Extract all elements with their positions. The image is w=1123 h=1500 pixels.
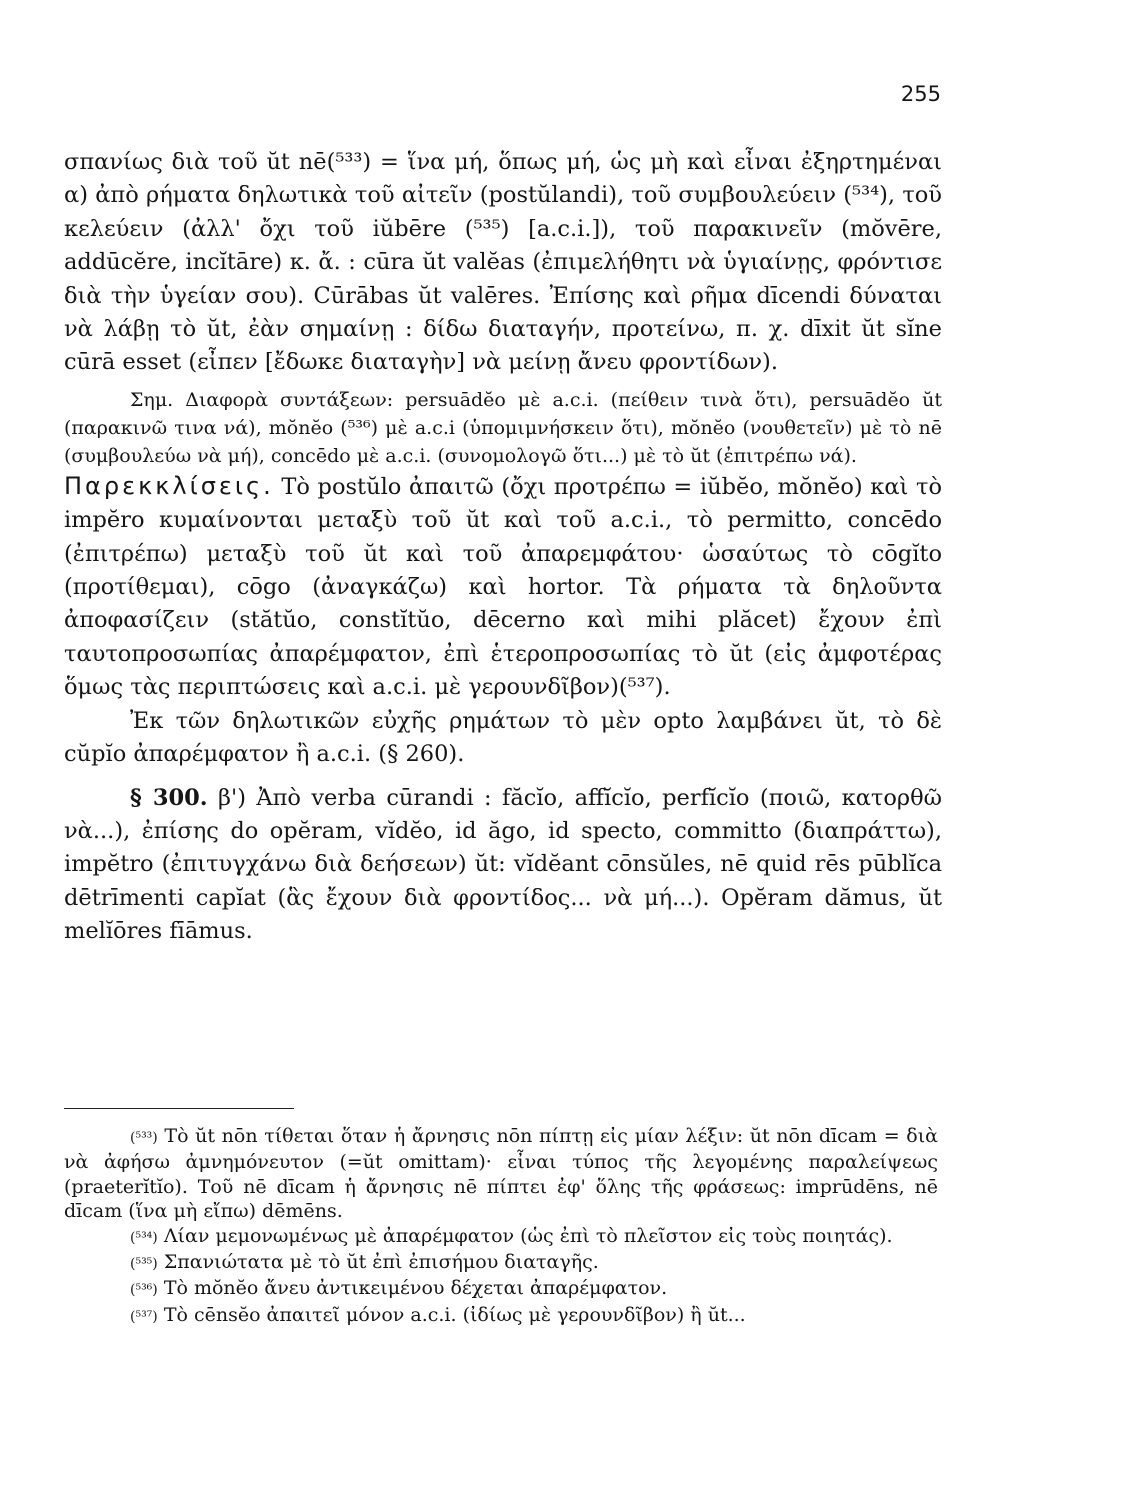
- footnote-text: Τὸ ŭt nōn τίθεται ὅταν ἡ ἄρνησις nōn πίπτῃ εἰς μίαν λέξιν: ŭt nōn dīcam = διὰ νὰ ἀφήσω ἀμνημόνευτον (=ŭt omittam)· εἶναι τύπος τῆς λεγομένης παραλείψεως (praeterĭtĭo). Τοῦ nē dīcam ἡ ἄρνησις nē πίπτει ἐφ' ὅλης τῆς φράσεως: imprūdēns, nē dīcam (ἵνα μὴ εἴπω) dēmēns.: [64, 1125, 938, 1223]
- footnote-mark: (⁵³⁴): [130, 1229, 158, 1246]
- footnote-mark: (⁵³⁵): [130, 1256, 158, 1273]
- footnote-text: Τὸ mŏnĕo ἄνευ ἀντικειμένου δέχεται ἀπαρέμφατον.: [163, 1277, 668, 1300]
- section-heading: Παρεκκλίσεις.: [64, 471, 274, 500]
- page-number: 255: [900, 82, 941, 106]
- section-number: § 300.: [130, 784, 208, 811]
- footnote-text: Τὸ cēnsĕo ἀπαιτεῖ μόνον a.c.i. (ἰδίως μὲ γερουνδῖβον) ἢ ŭt...: [163, 1303, 746, 1326]
- footnote-mark: (⁵³⁶): [130, 1282, 158, 1299]
- paragraph-4-text: β') Ἀπὸ verba cūrandi : făcĭo, affĭcĭo, perfĭcĭo (ποιῶ, κατορθῶ νὰ...), ἐπίσης do opĕram, vĭdĕo, id ăgo, id specto, committo (διαπράττω), impĕtro (ἐπιτυγχάνω διὰ δεήσεων) ŭt: vĭdĕant cōnsŭles, nē quid rēs pūblĭca dētrīmenti capĭat (ἃς ἔχουν διὰ φροντίδος... νὰ μή...). Opĕram dămus, ŭt melĭōres fīāmus.: [64, 784, 943, 945]
- paragraph-2-text: Τὸ postŭlo ἀπαιτῶ (ὄχι προτρέπω = iŭbĕo, mŏnĕo) καὶ τὸ impĕro κυμαίνονται μεταξὺ τοῦ ŭt καὶ τοῦ a.c.i., τὸ permitto, concēdo (ἐπιτρέπω) μεταξὺ τοῦ ŭt καὶ τοῦ ἀπαρεμφάτου· ὡσαύτως τὸ cōgĭto (προτίθεμαι), cōgo (ἀναγκάζω) καὶ hortor. Τὰ ρήματα τὰ δηλοῦντα ἀποφασίζειν (stătŭo, constĭtŭo, dēcerno καὶ mihi plăcet) ἔχουν ἐπὶ ταυτοπροσωπίας ἀπαρέμφατον, ἐπὶ ἑτεροπροσωπίας τὸ ŭt (εἰς ἀμφοτέρας ὅμως τὰς περιπτώσεις καὶ a.c.i. μὲ γερουνδῖβον)(⁵³⁷).: [64, 473, 942, 701]
- footnote: [64, 1124, 938, 1224]
- footnote: [64, 1276, 938, 1302]
- note-paragraph: Σημ. Διαφορὰ συντάξεων: persuādĕo μὲ a.c.i. (πείθειν τινὰ ὅτι), persuādĕo ŭt (παρακινῶ τινα νά), mŏnĕo (⁵³⁶) μὲ a.c.i (ὑπομιμνήσκειν ὅτι), mŏnĕo (νουθετεῖν) μὲ τὸ nē (συμβουλεύω νὰ μή), concēdo μὲ a.c.i. (συνομολογῶ ὅτι...) μὲ τὸ ŭt (ἐπιτρέπω νά).: [64, 388, 942, 467]
- footnote-text: Σπανιώτατα μὲ τὸ ŭt ἐπὶ ἐπισήμου διαταγῆς.: [163, 1251, 599, 1274]
- footnote: [64, 1250, 938, 1276]
- paragraph-3: Ἐκ τῶν δηλωτικῶν εὐχῆς ρημάτων τὸ μὲν opto λαμβάνει ŭt, τὸ δὲ cŭpĭo ἀπαρέμφατον ἢ a.c.i. (§ 260).: [64, 707, 942, 768]
- footnote-text: Λίαν μεμονωμένως μὲ ἀπαρέμφατον (ὡς ἐπὶ τὸ πλεῖστον εἰς τοὺς ποιητάς).: [163, 1224, 893, 1247]
- footnote-mark: (⁵³³): [130, 1130, 158, 1146]
- footnote-divider: [64, 1108, 294, 1109]
- paragraph-4: [64, 782, 942, 949]
- paragraph-2: [64, 470, 942, 705]
- footnote: [64, 1303, 938, 1329]
- footnote: [64, 1224, 938, 1250]
- footnotes: [64, 1124, 938, 1329]
- paragraph-1: σπανίως διὰ τοῦ ŭt nē(⁵³³) = ἵνα μή, ὅπως μή, ὡς μὴ καὶ εἶναι ἐξηρτημέναι α) ἀπὸ ρήματα δηλωτικὰ τοῦ αἰτεῖν (postŭlandi), τοῦ συμβουλεύειν (⁵³⁴), τοῦ κελεύειν (ἀλλ' ὄχι τοῦ iŭbēre (⁵³⁵) [a.c.i.]), τοῦ παρακινεῖν (mŏvēre, addūcĕre, incĭtāre) κ. ἄ. : cūra ŭt valĕas (ἐπιμελήθητι νὰ ὑγιαίνῃς, φρόντισε διὰ τὴν ὑγείαν σου). Cūrābas ŭt valēres. Ἐπίσης καὶ ρῆμα dīcendi δύναται νὰ λάβῃ τὸ ŭt, ἐὰν σημαίνῃ : δίδω διαταγήν, προτείνω, π. χ. dīxit ŭt sĭne cūrā esset (εἶπεν [ἔδωκε διαταγὴν] νὰ μείνῃ ἄνευ φροντίδων).: [64, 149, 942, 376]
- footnote-mark: (⁵³⁷): [130, 1308, 158, 1325]
- main-text: [64, 146, 942, 949]
